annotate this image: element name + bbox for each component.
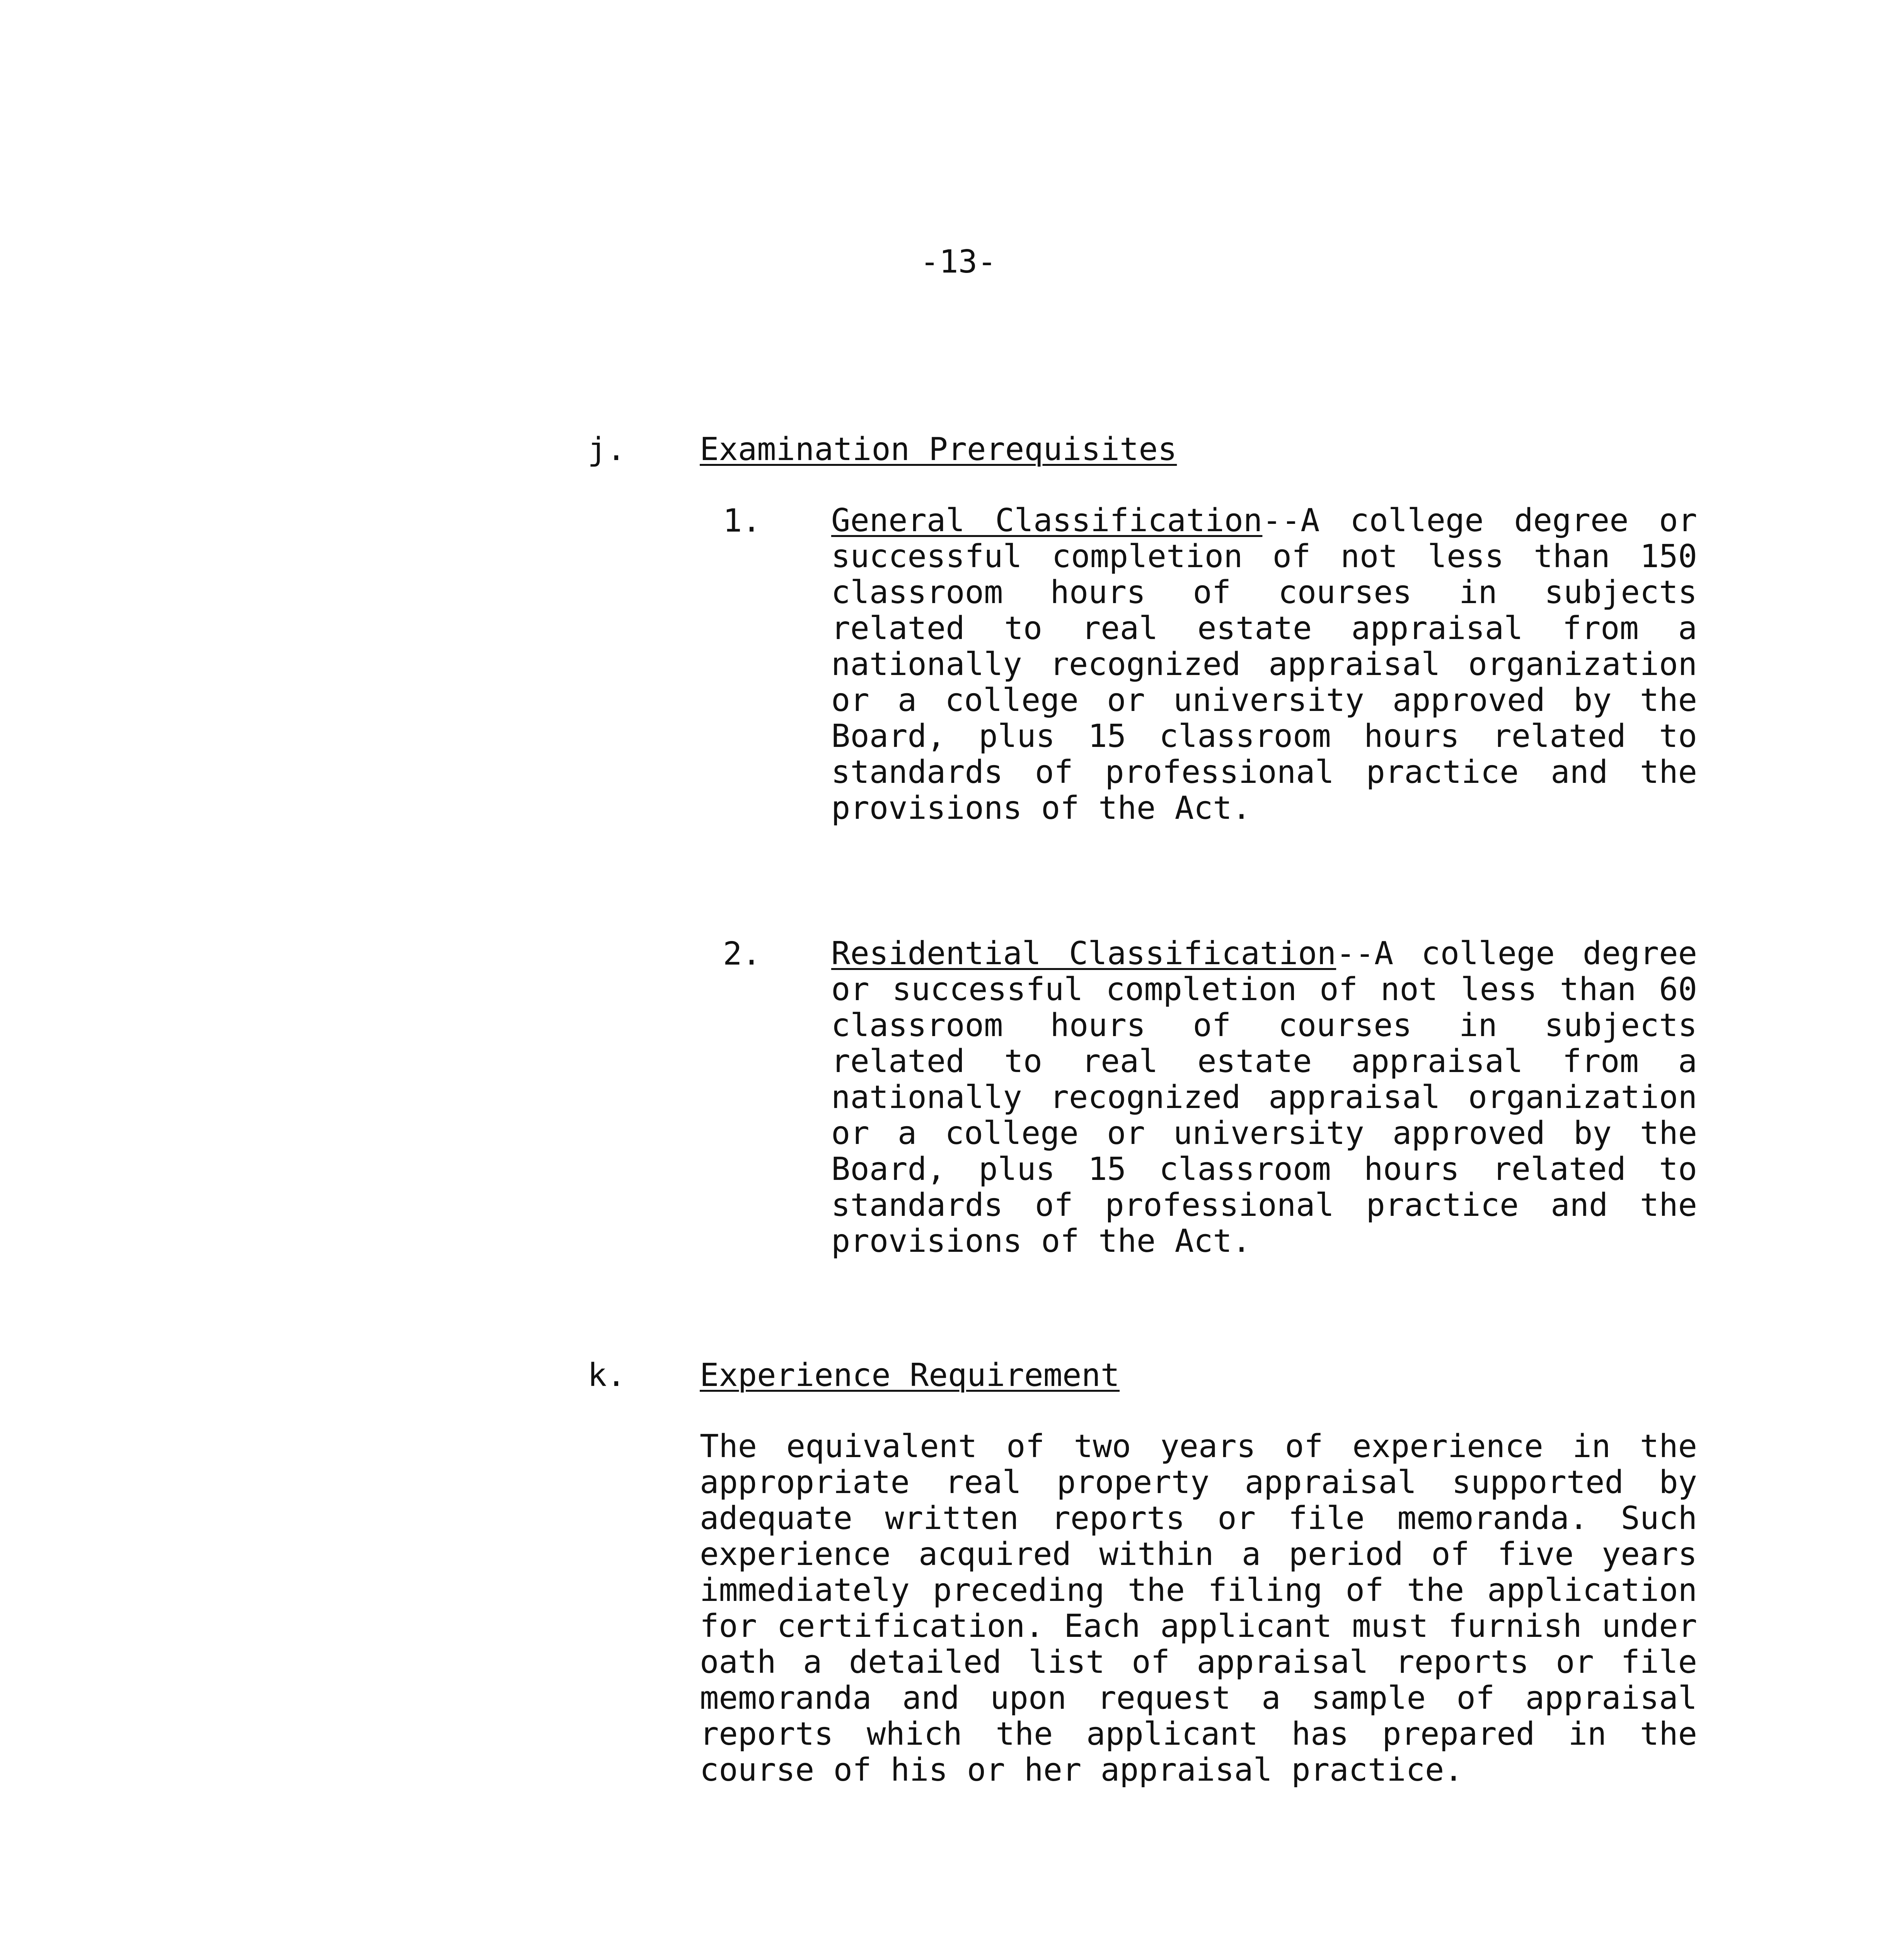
item-1-number: 1. (723, 503, 761, 539)
section-j-letter: j. (588, 431, 626, 468)
item-1-body: --A college degree or successful completion of not less than 150 classroom hours of courses in subjects related to real estate appraisal from a nationally recognized appraisal organization or a college or university approved by the Board, plus 15 classroom hours related to standards of professional practice and the provisions of the Act. (831, 502, 1697, 827)
section-k-letter: k. (588, 1357, 626, 1394)
item-1-heading: General Classification (831, 502, 1263, 539)
item-2-number: 2. (723, 936, 761, 972)
item-2-body: --A college degree or successful completion of not less than 60 classroom hours of courses in subjects related to real estate appraisal from a nationally recognized appraisal organization or a college or university approved by the Board, plus 15 classroom hours related to standards of professional practice and the provisions of the Act. (831, 935, 1697, 1260)
item-2-heading: Residential Classification (831, 935, 1336, 972)
page-number: -13- (920, 244, 997, 280)
experience-paragraph: The equivalent of two years of experience in the appropriate real property appraisal supported by adequate written reports or file memoranda. Such experience acquired within a period of five years immediately preceding the filing of the application for certification. Each applicant must furnish under oath a detailed list of appraisal reports or file memoranda and upon request a sample of appraisal reports which the applicant has prepared in the course of his or her appraisal practice. (700, 1428, 1697, 1788)
item-2-paragraph (831, 936, 1697, 1259)
section-j-title: Examination Prerequisites (700, 431, 1177, 468)
section-k-title: Experience Requirement (700, 1357, 1120, 1394)
item-1-paragraph (831, 503, 1697, 826)
